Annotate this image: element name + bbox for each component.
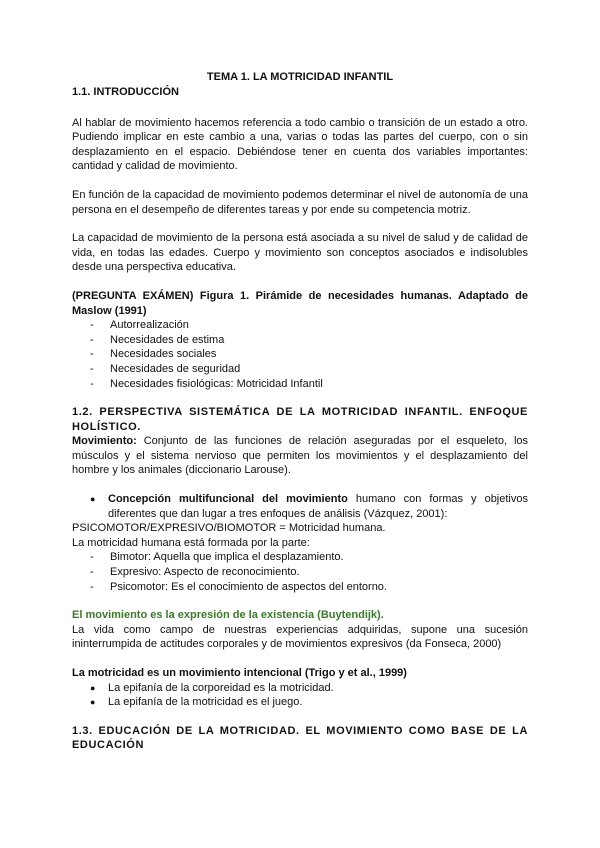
list-item: ● La epifanía de la corporeidad es la motricidad. (90, 681, 528, 696)
figure-heading: (PREGUNTA EXÁMEN) Figura 1. Pirámide de necesidades humanas. Adaptado de Maslow (1991) (72, 289, 528, 317)
movimiento-text: Conjunto de las funciones de relación aseguradas por el esqueleto, los músculos y el sistema nervioso que permiten los movimientos y el desplazamiento del hombre y los animales (diccionario Larouse). (72, 435, 528, 477)
intro-paragraph-1: Al hablar de movimiento hacemos referencia a todo cambio o transición de un estado a otro. Pudiendo implicar en este cambio a una, varias o todas las partes del cuerpo, con o sin desplazamiento en el espacio. Debiéndose tener en cuenta dos variables importantes: cantidad y calidad de movimiento. (72, 116, 528, 173)
intencional-heading: La motricidad es un movimiento intencional (Trigo y et al., 1999) (72, 667, 407, 679)
list-item: - Psicomotor: Es el conocimiento de aspectos del entorno. (90, 580, 528, 595)
movimiento-definition (72, 434, 528, 478)
parts-list (72, 550, 528, 594)
existencia-text: La vida como campo de nuestras experiencias adquiridas, supone una sucesión ininterrumpida de actitudes corporales y de movimientos expresivos (da Fonseca, 2000) (72, 623, 528, 651)
list-item: - Expresivo: Aspecto de reconocimiento. (90, 565, 528, 580)
concepcion-list (72, 492, 528, 521)
existencia-heading: El movimiento es la expresión de la existencia (Buytendijk). (72, 609, 384, 622)
list-item: - Necesidades de estima (90, 333, 528, 348)
list-item: ● La epifanía de la motricidad es el juego. (90, 695, 528, 710)
list-item: - Bimotor: Aquella que implica el desplazamiento. (90, 550, 528, 565)
motricidad-intro: La motricidad humana está formada por la parte: (72, 536, 310, 549)
motricidad-formula: PSICOMOTOR/EXPRESIVO/BIOMOTOR = Motricidad humana. (72, 522, 386, 535)
movimiento-label: Movimiento: (72, 435, 137, 448)
section-2-heading: 1.2. PERSPECTIVA SISTEMÁTICA DE LA MOTRICIDAD INFANTIL. ENFOQUE HOLÍSTICO. (72, 406, 528, 433)
section-1-heading: 1.1. INTRODUCCIÓN (72, 86, 179, 98)
intro-paragraph-3: La capacidad de movimiento de la persona está asociada a su nivel de salud y de calidad de vida, en todas las edades. Cuerpo y movimiento son conceptos asociados e indisolubles desde una perspectiva educativa. (72, 232, 528, 274)
document-title: TEMA 1. LA MOTRICIDAD INFANTIL (206, 71, 394, 83)
list-item: - Necesidades de seguridad (90, 362, 528, 377)
section-3-heading: 1.3. EDUCACIÓN DE LA MOTRICIDAD. EL MOVIMIENTO COMO BASE DE LA EDUCACIÓN (72, 724, 528, 752)
list-item: - Necesidades fisiológicas: Motricidad Infantil (90, 377, 528, 392)
concepcion-bold: Concepción multifuncional del movimiento (108, 493, 348, 506)
pyramid-list (72, 318, 528, 391)
document-page (72, 70, 528, 753)
epifanias-list (72, 681, 528, 710)
list-item (90, 492, 528, 521)
concepcion-text: humano con formas y objetivos diferentes que dan lugar a tres enfoques de análisis (Vázquez, 2001): (108, 493, 528, 520)
list-item: - Autorrealización (90, 318, 528, 333)
intro-paragraph-2: En función de la capacidad de movimiento podemos determinar el nivel de autonomía de una persona en el desempeño de diferentes tareas y por ende su competencia motriz. (72, 188, 528, 216)
list-item: - Necesidades sociales (90, 347, 528, 362)
